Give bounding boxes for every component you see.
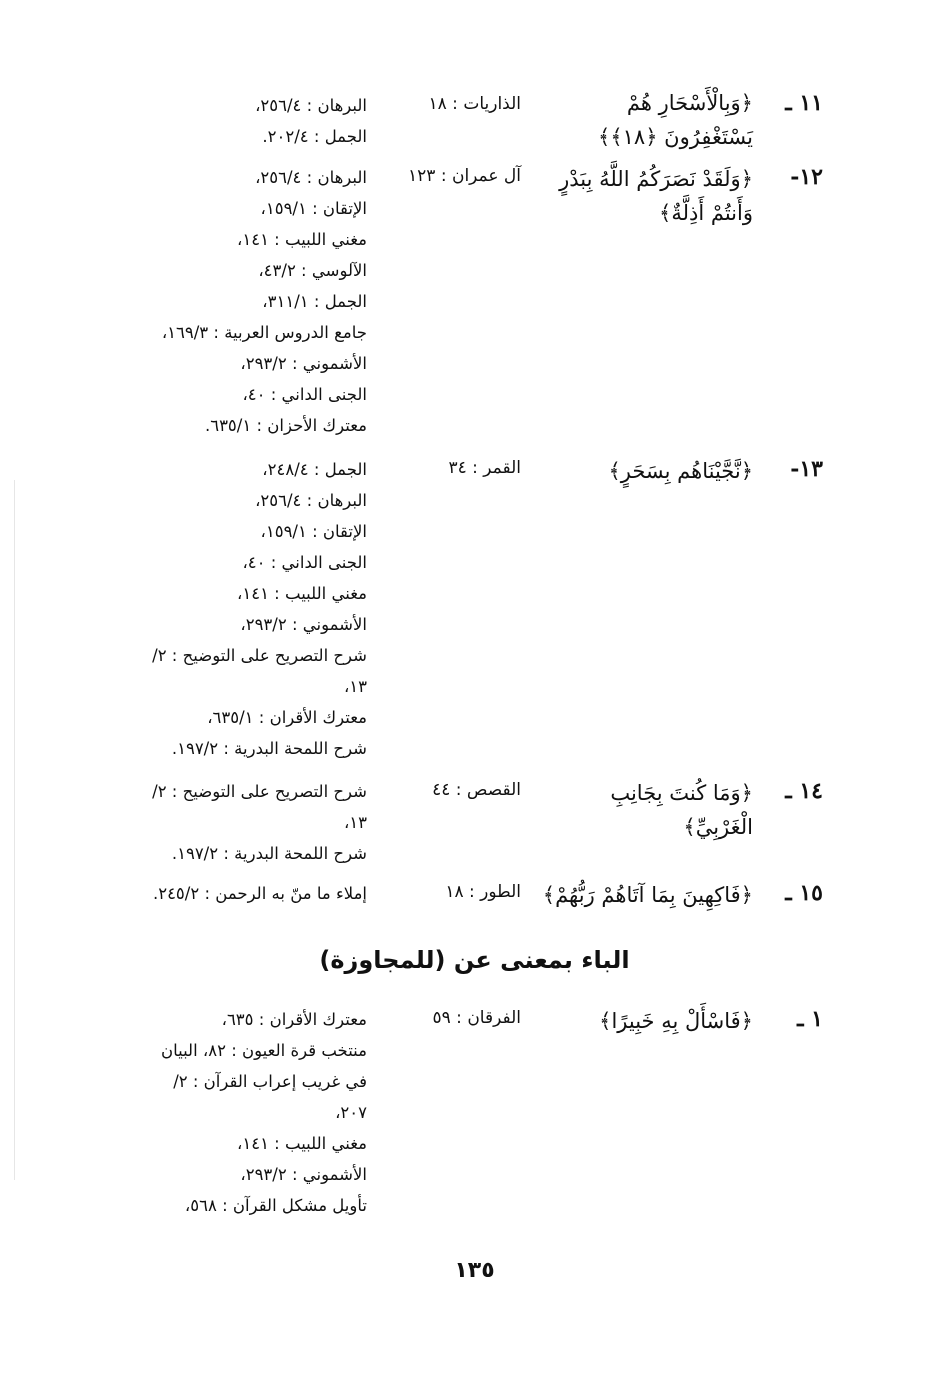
reference-line: ١٣، xyxy=(343,813,367,832)
source-references xyxy=(77,162,367,441)
reference-line: البرهان : ٢٥٦/٤، xyxy=(255,96,367,115)
entry-number: ١٢- xyxy=(790,164,823,190)
entry-number: ١ ـ xyxy=(797,1006,823,1032)
entry-number: ١٥ ـ xyxy=(785,880,823,906)
source-references xyxy=(77,90,367,152)
reference-line: البرهان : ٢٥٦/٤، xyxy=(255,491,367,510)
reference-line: الجمل : ٢٤٨/٤، xyxy=(262,460,367,479)
reference-line: مغني اللبيب : ١٤١، xyxy=(237,584,367,603)
reference-line: شرح التصريح على التوضيح : ٢/ xyxy=(152,646,367,665)
reference-line: معترك الأقران : ٦٣٥، xyxy=(221,1010,367,1029)
reference-line: الإتقان : ١٥٩/١، xyxy=(260,199,367,218)
reference-line: مغني اللبيب : ١٤١، xyxy=(237,1134,367,1153)
reference-line: الجنى الداني : ٤٠، xyxy=(242,553,367,572)
quran-verse: ﴿وَبِالْأَسْحَارِ هُمْ يَسْتَغْفِرُونَ ﴿١٨﴾﴾ xyxy=(598,91,753,149)
section-heading: الباء بمعنى عن (للمجاوزة) xyxy=(319,946,630,974)
surah-reference: الفرقان : ٥٩ xyxy=(432,1008,521,1028)
quran-verse: ﴿فَاسْأَلْ بِهِ خَبِيرًا﴾ xyxy=(599,1009,753,1033)
reference-line: الإتقان : ١٥٩/١، xyxy=(260,522,367,541)
quran-verse: ﴿وَلَقَدْ نَصَرَكُمُ اللَّهُ بِبَدْرٍ وَأَنتُمْ أَذِلَّةٌ﴾ xyxy=(559,167,753,225)
entry-number: ١١ ـ xyxy=(785,90,823,116)
reference-line: معترك الأقران : ٦٣٥/١، xyxy=(207,708,367,727)
quran-verse: ﴿نَّجَّيْنَاهُم بِسَحَرٍ﴾ xyxy=(608,459,753,483)
entry-number: ١٤ ـ xyxy=(785,778,823,804)
reference-line: جامع الدروس العربية : ١٦٩/٣، xyxy=(161,323,367,342)
reference-line: الأشموني : ٢٩٣/٢، xyxy=(240,1165,367,1184)
surah-reference: القصص : ٤٤ xyxy=(432,780,521,800)
reference-line: الأشموني : ٢٩٣/٢، xyxy=(240,354,367,373)
page-number: ١٣٥ xyxy=(454,1258,495,1283)
reference-line: شرح التصريح على التوضيح : ٢/ xyxy=(152,782,367,801)
reference-line: الجمل : ٢٠٢/٤. xyxy=(262,127,367,146)
reference-line: ١٣، xyxy=(343,677,367,696)
surah-reference: الذاريات : ١٨ xyxy=(428,94,521,114)
reference-line: الآلوسي : ٤٣/٢، xyxy=(258,261,367,280)
source-references xyxy=(77,776,367,869)
entry-number: ١٣- xyxy=(790,456,823,482)
reference-line: الجنى الداني : ٤٠، xyxy=(242,385,367,404)
reference-line: شرح اللمحة البدرية : ١٩٧/٢. xyxy=(171,844,367,863)
reference-line: تأويل مشكل القرآن : ٥٦٨، xyxy=(184,1196,367,1215)
reference-line: الجمل : ٣١١/١، xyxy=(262,292,367,311)
source-references xyxy=(77,454,367,764)
reference-line: مغني اللبيب : ١٤١، xyxy=(237,230,367,249)
surah-reference: الطور : ١٨ xyxy=(445,882,521,902)
surah-reference: آل عمران : ١٢٣ xyxy=(408,166,521,186)
reference-line: البرهان : ٢٥٦/٤، xyxy=(255,168,367,187)
reference-line: معترك الأحزان : ٦٣٥/١. xyxy=(204,416,367,435)
source-references xyxy=(77,878,367,909)
reference-line: الأشموني : ٢٩٣/٢، xyxy=(240,615,367,634)
reference-line: ٢٠٧، xyxy=(335,1103,367,1122)
reference-line: في غريب إعراب القرآن : ٢/ xyxy=(173,1072,367,1091)
surah-reference: القمر : ٣٤ xyxy=(448,458,521,478)
quran-verse: ﴿وَمَا كُنتَ بِجَانِبِ الْغَرْبِيِّ﴾ xyxy=(610,781,753,839)
reference-line: إملاء ما منّ به الرحمن : ٢٤٥/٢. xyxy=(152,884,367,903)
scan-edge-line xyxy=(14,480,15,1180)
source-references xyxy=(77,1004,367,1221)
reference-line: منتخب قرة العيون : ٨٢، البيان xyxy=(160,1041,367,1060)
quran-verse: ﴿فَاكِهِينَ بِمَا آتَاهُمْ رَبُّهُمْ﴾ xyxy=(542,883,753,907)
reference-line: شرح اللمحة البدرية : ١٩٧/٢. xyxy=(171,739,367,758)
